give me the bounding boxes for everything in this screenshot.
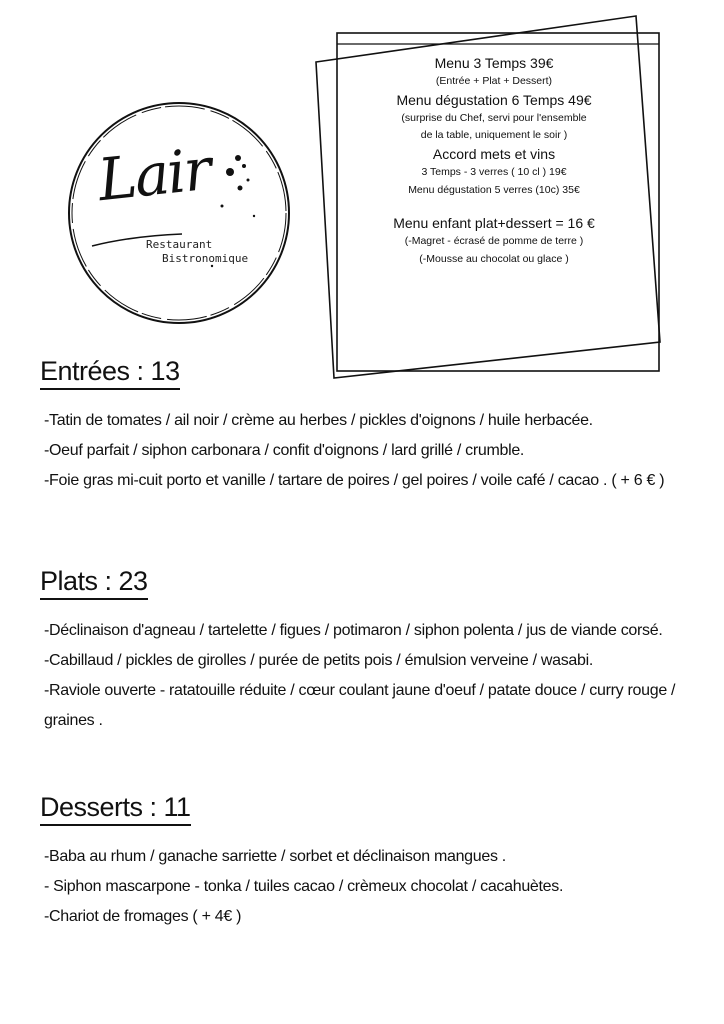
- dessert-item: -Chariot de fromages ( + 4€ ): [44, 908, 242, 925]
- logo-subtitle-1: Restaurant: [146, 238, 213, 251]
- desserts-title: Desserts : 11: [40, 792, 191, 826]
- logo-circle-icon: [62, 96, 296, 330]
- desserts-section: [40, 792, 700, 932]
- entree-item: -Tatin de tomates / ail noir / crème au herbes / pickles d'oignons / huile herbacée.: [44, 412, 593, 429]
- entree-item: -Oeuf parfait / siphon carbonara / confit d'oignons / lard grillé / crumble.: [44, 442, 525, 459]
- menu-line-11: (-Mousse au chocolat ou glace ): [419, 252, 569, 265]
- entrees-title: Entrées : 13: [40, 356, 180, 390]
- menu-line-9: Menu enfant plat+dessert = 16 €: [393, 214, 595, 231]
- entree-item: -Foie gras mi-cuit porto et vanille / tartare de poires / gel poires / voile café / cacao . ( + 6 € ): [44, 472, 665, 489]
- menu-line-2: (Entrée + Plat + Dessert): [435, 74, 553, 87]
- menu-line-8: Menu dégustation 5 verres (10c) 35€: [408, 184, 580, 197]
- menu-gap: [344, 200, 644, 214]
- plat-item: -Déclinaison d'agneau / tartelette / figues / potimaron / siphon polenta / jus de viande corsé.: [44, 622, 663, 639]
- plat-item: -Cabillaud / pickles de girolles / purée de petits pois / émulsion verveine / wasabi.: [44, 652, 594, 669]
- menu-line-1: Menu 3 Temps 39€: [434, 55, 554, 71]
- plat-item: -Raviole ouverte - ratatouille réduite / cœur coulant jaune d'oeuf / patate douce / curry rouge /: [44, 682, 676, 699]
- menu-line-10: (-Magret - écrasé de pomme de terre ): [404, 234, 584, 247]
- plats-section: [40, 566, 700, 736]
- plat-item: graines .: [44, 712, 103, 729]
- logo-subtitle-2: Bistronomique: [162, 252, 249, 265]
- menu-line-4: (surprise du Chef, servi pour l'ensemble: [401, 111, 587, 124]
- dessert-item: - Siphon mascarpone - tonka / tuiles cacao / crèmeux chocolat / cacahuètes.: [44, 878, 564, 895]
- menu-options: [344, 54, 644, 268]
- menu-line-5: de la table, uniquement le soir ): [420, 129, 568, 142]
- menu-line-7: 3 Temps - 3 verres ( 10 cl ) 19€: [421, 166, 567, 179]
- restaurant-logo: [62, 96, 296, 330]
- menu-line-3: Menu dégustation 6 Temps 49€: [396, 91, 592, 108]
- plats-title: Plats : 23: [40, 566, 148, 600]
- logo-script-text: Lair: [94, 134, 213, 215]
- menu-line-6: Accord mets et vins: [432, 146, 556, 163]
- dessert-item: -Baba au rhum / ganache sarriette / sorbet et déclinaison mangues .: [44, 848, 506, 865]
- entrees-section: [40, 356, 700, 496]
